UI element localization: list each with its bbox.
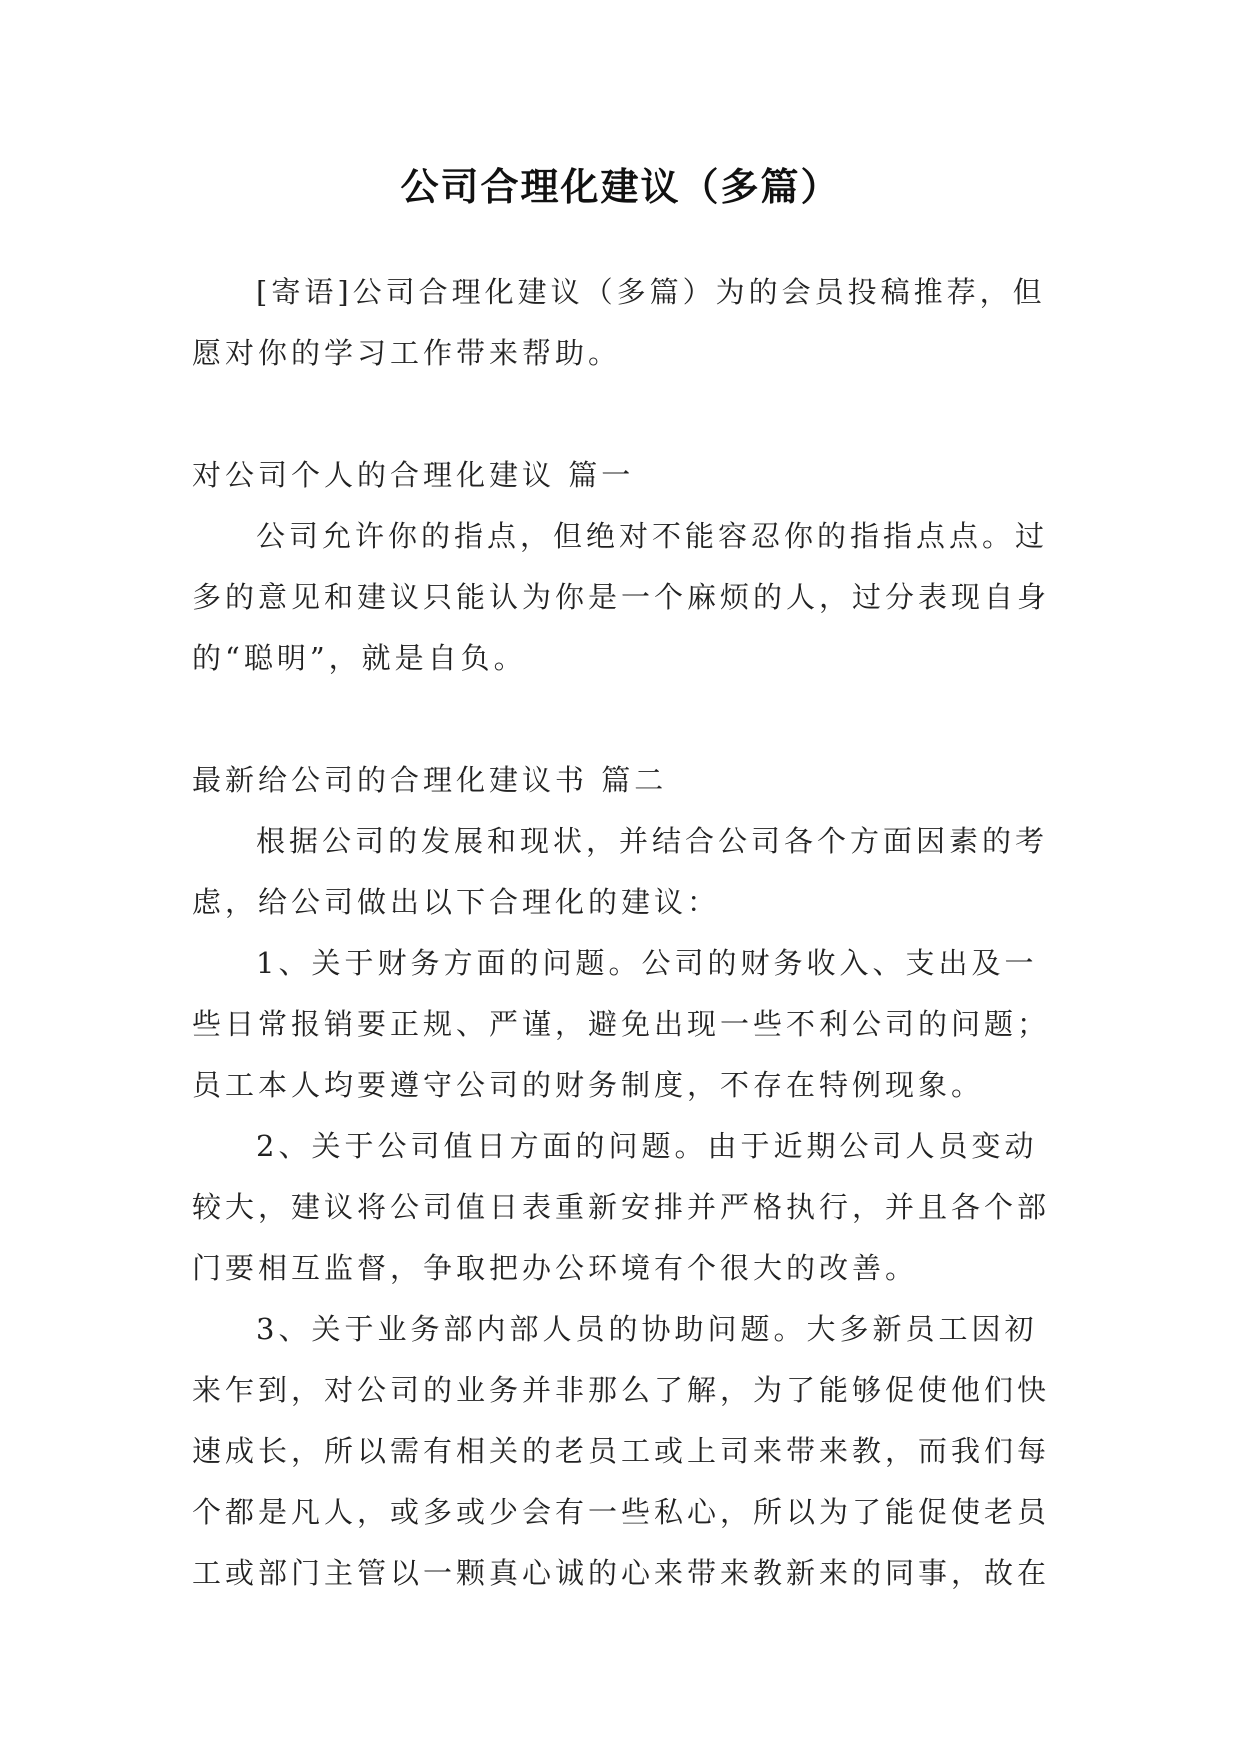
- document-title: 公司合理化建议（多篇）: [400, 165, 841, 209]
- section-heading-1: 对公司个人的合理化建议 篇一: [192, 458, 635, 492]
- spacer: [192, 689, 1062, 750]
- section-heading-2: 最新给公司的合理化建议书 篇二: [192, 763, 668, 797]
- section-2-paragraph-1: 根据公司的发展和现状，并结合公司各个方面因素的考虑，给公司做出以下合理化的建议：: [192, 824, 1049, 919]
- document-body: [192, 262, 1062, 1604]
- section-2-paragraph-4: 3、关于业务部内部人员的协助问题。大多新员工因初来乍到，对公司的业务并非那么了解，为了能够促使他们快速成长，所以需有相关的老员工或上司来带来教，而我们每个都是凡人，或多或少会有一些私心，所以为了能促使老员工或部门主管以一颗真心诚的心来带来教新来的同事，故在: [192, 1312, 1051, 1590]
- section-1-paragraph-1: 公司允许你的指点，但绝对不能容忍你的指指点点。过多的意见和建议只能认为你是一个麻烦的人，过分表现自身的“聪明”，就是自负。: [192, 519, 1051, 675]
- section-2-paragraph-3: 2、关于公司值日方面的问题。由于近期公司人员变动较大，建议将公司值日表重新安排并严格执行，并且各个部门要相互监督，争取把办公环境有个很大的改善。: [192, 1129, 1051, 1285]
- section-2-paragraph-2: 1、关于财务方面的问题。公司的财务收入、支出及一些日常报销要正规、严谨，避免出现一些不利公司的问题；员工本人均要遵守公司的财务制度，不存在特例现象。: [192, 946, 1051, 1102]
- intro-paragraph: [寄语]公司合理化建议（多篇）为的会员投稿推荐，但愿对你的学习工作带来帮助。: [192, 275, 1046, 370]
- spacer: [192, 384, 1062, 445]
